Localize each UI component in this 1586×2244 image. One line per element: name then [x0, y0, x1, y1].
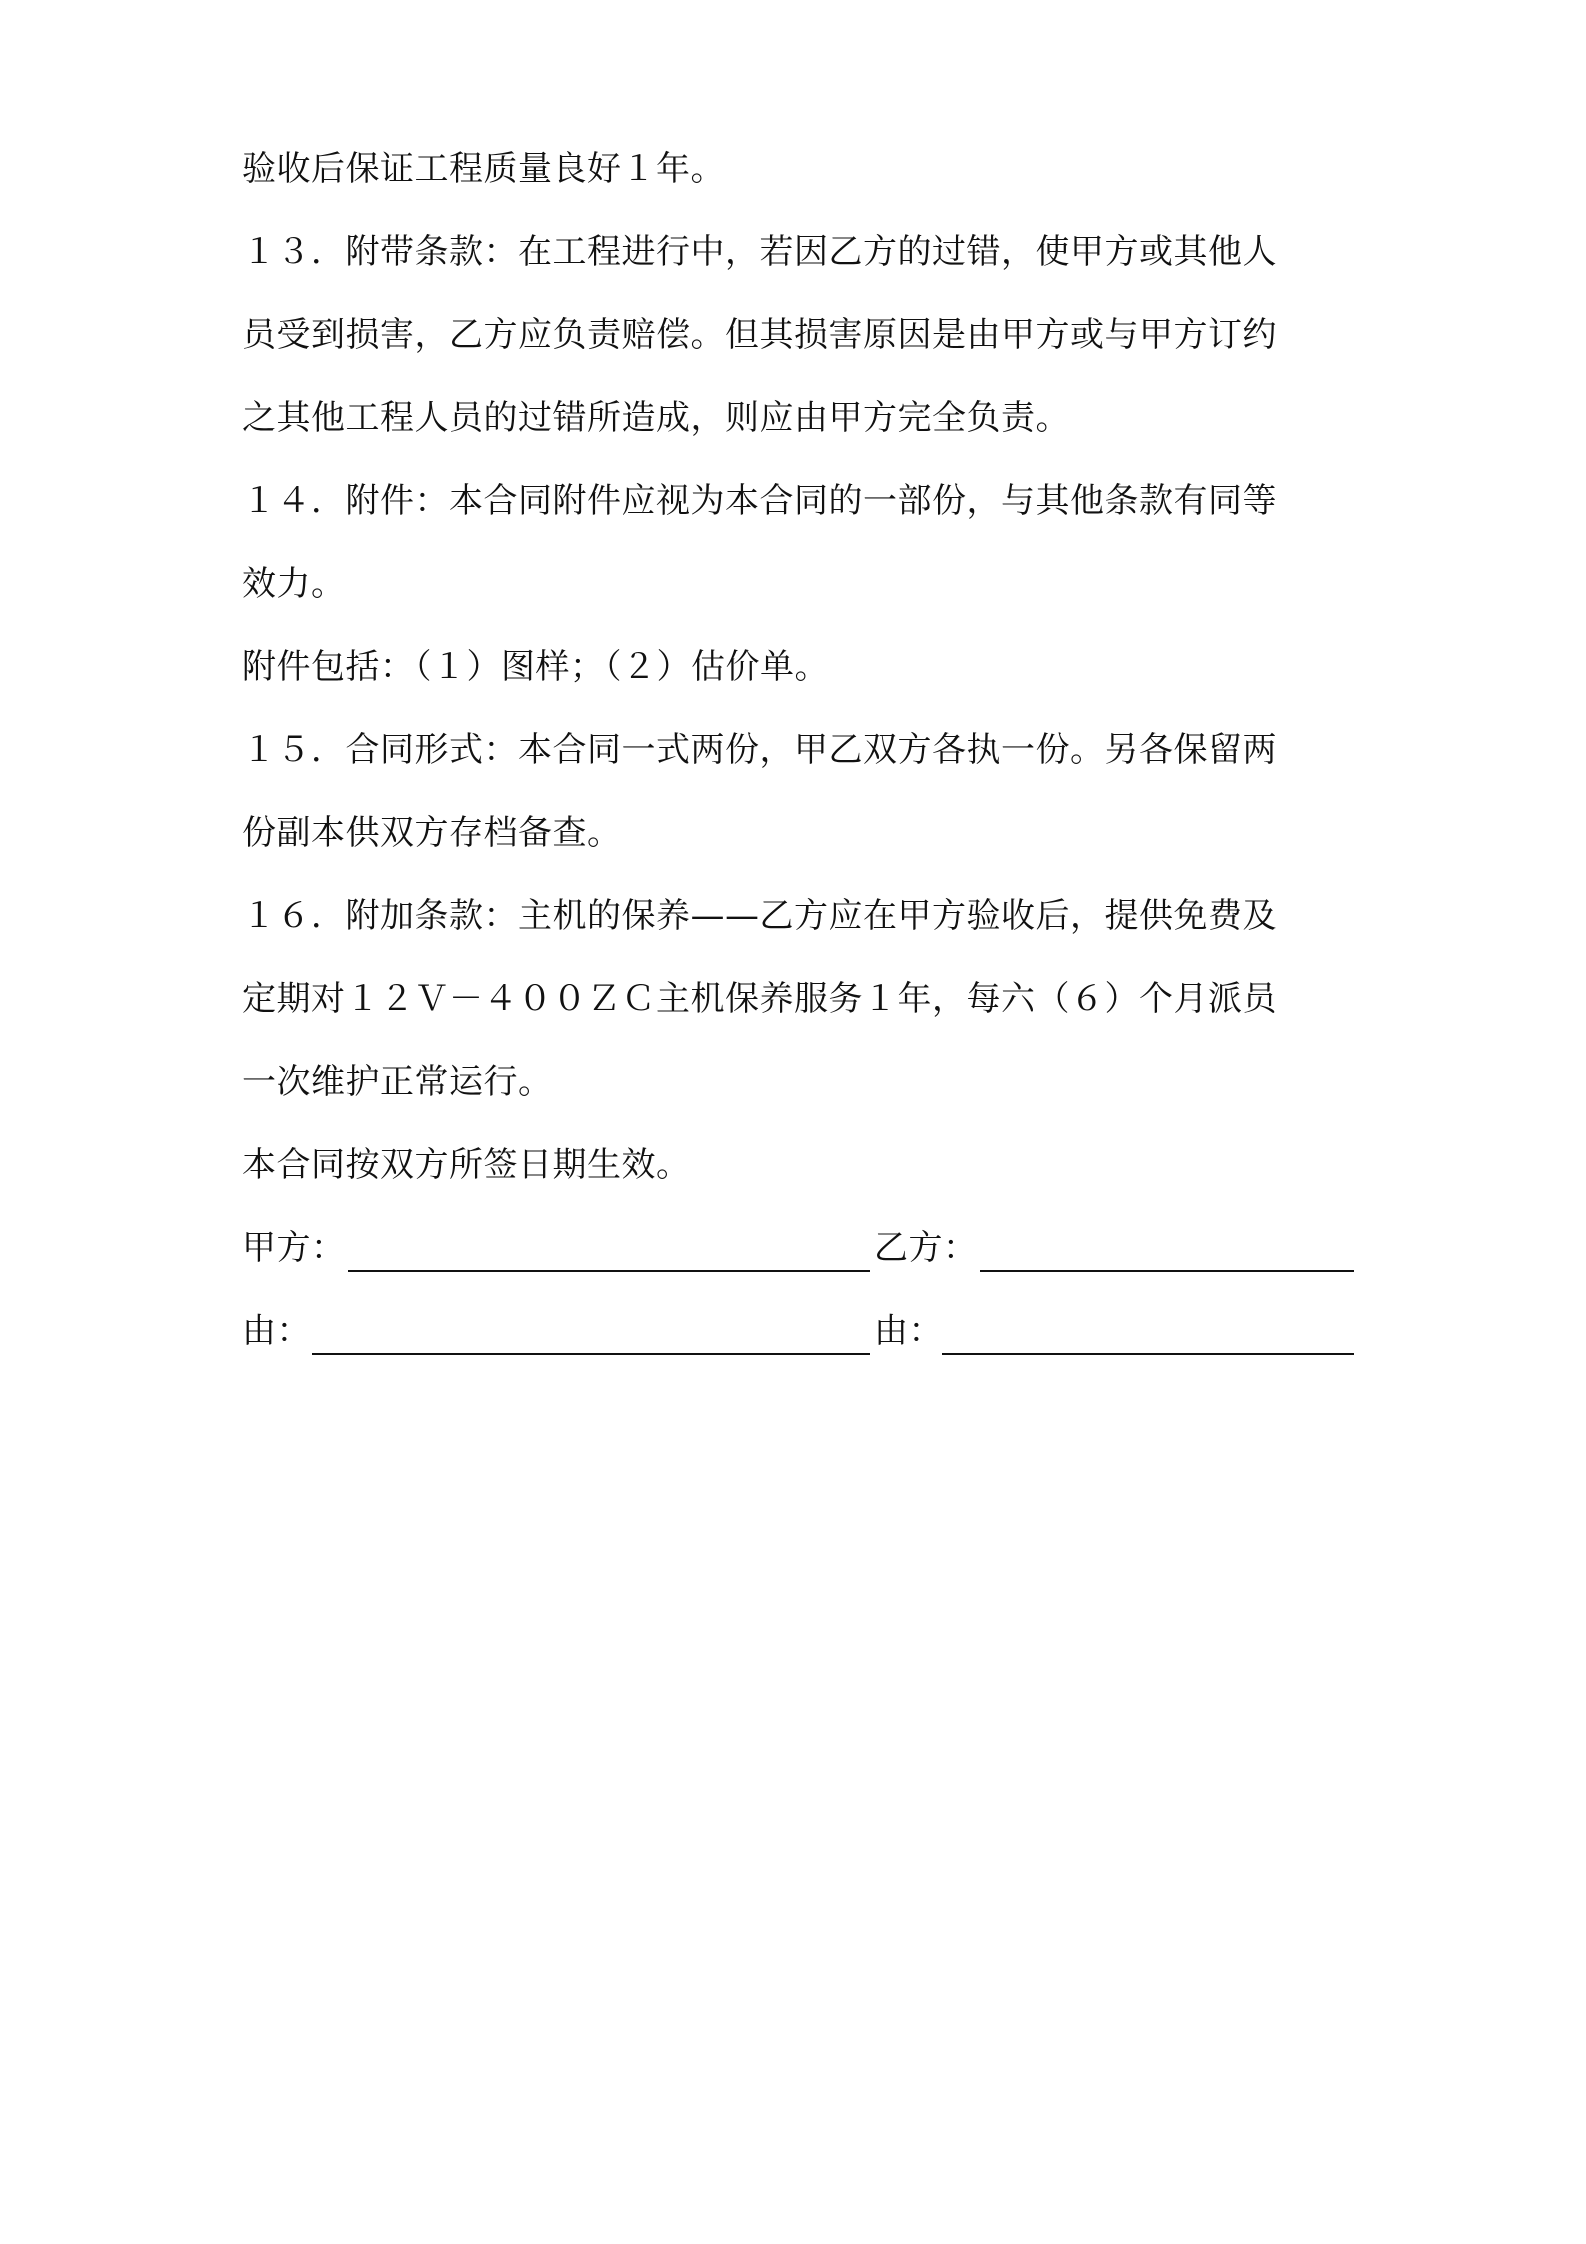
clause-15-line-2: 份副本供双方存档备查。: [242, 813, 622, 853]
text-line: 验收后保证工程质量良好１年。: [242, 149, 725, 189]
party-b-label: 乙方：: [874, 1228, 978, 1268]
clause-13-line-3: 之其他工程人员的过错所造成，则应由甲方完全负责。: [242, 398, 1070, 438]
clause-13-line-1: １３．附带条款：在工程进行中，若因乙方的过错，使甲方或其他人: [242, 232, 1277, 272]
attachments-line: 附件包括：（１）图样；（２）估价单。: [242, 647, 829, 687]
party-a-signature-line[interactable]: [348, 1270, 870, 1272]
clause-13-line-2: 员受到损害，乙方应负责赔偿。但其损害原因是由甲方或与甲方订约: [242, 315, 1277, 355]
signature-row-by: [242, 1290, 1354, 1373]
party-b-signature-line[interactable]: [980, 1270, 1354, 1272]
by-a-signature-line[interactable]: [312, 1353, 870, 1355]
clause-16-line-1: １６．附加条款：主机的保养——乙方应在甲方验收后，提供免费及: [242, 896, 1277, 936]
clause-16-line-3: 一次维护正常运行。: [242, 1062, 553, 1102]
by-b-signature-line[interactable]: [942, 1353, 1354, 1355]
effective-date-line: 本合同按双方所签日期生效。: [242, 1145, 691, 1185]
contract-body: [242, 128, 1354, 1373]
clause-14-line-2: 效力。: [242, 564, 346, 604]
clause-15-line-1: １５．合同形式：本合同一式两份，甲乙双方各执一份。另各保留两: [242, 730, 1277, 770]
clause-16-line-2: 定期对１２Ｖ－４００ＺＣ主机保养服务１年，每六（６）个月派员: [242, 979, 1277, 1019]
clause-14-line-1: １４．附件：本合同附件应视为本合同的一部份，与其他条款有同等: [242, 481, 1277, 521]
by-a-label: 由：: [242, 1311, 311, 1351]
by-b-label: 由：: [874, 1311, 943, 1351]
party-a-label: 甲方：: [242, 1228, 346, 1268]
signature-row-parties: [242, 1207, 1354, 1290]
